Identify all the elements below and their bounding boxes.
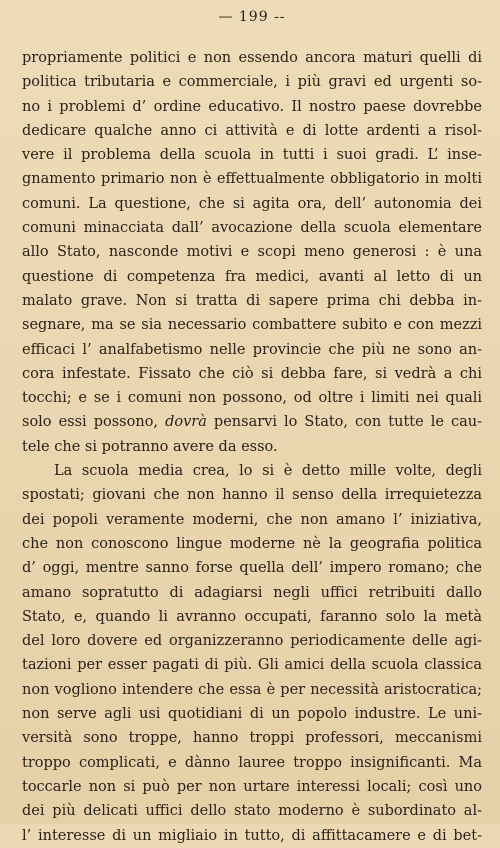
emphasis: dovrà [165, 414, 207, 431]
text-line: comuni minacciata dall’ avocazione della scuola elementare [22, 220, 482, 237]
text-line: allo Stato, nasconde motivi e scopi meno generosi : è una [22, 244, 482, 261]
text-line: vere il problema della scuola in tutti i suoi gradi. L’ inse- [22, 147, 482, 164]
text-line: tocchi; e se i comuni non possono, od oltre i limiti nei quali [22, 390, 482, 407]
text-line: cora infestate. Fissato che ciò si debba fare, si vedrà a chi [22, 365, 482, 382]
text-line: amano sopratutto di adagiarsi negli uffici retribuiti dallo [22, 584, 482, 601]
text-line: versità sono troppe, hanno troppi professori, meccanismi [22, 730, 482, 747]
text-line: non vogliono intendere che essa è per necessità aristocratica; [22, 681, 482, 698]
text-line: segnare, ma se sia necessario combattere subito e con mezzi [22, 317, 482, 334]
text-line: dei popoli veramente moderni, che non amano l’ iniziativa, [22, 511, 482, 528]
text-line: Stato, e, quando li avranno occupati, faranno solo la metà [22, 608, 482, 625]
text-line: l’ interesse di un migliaio in tutto, di affittacamere e di bet- [22, 827, 482, 844]
text-line: d’ oggi, mentre sanno forse quella dell’ impero romano; che [22, 560, 482, 577]
text-line: questione di competenza fra medici, avanti al letto di un [22, 268, 482, 285]
text-line: tazioni per esser pagati di più. Gli amici della scuola classica [22, 657, 482, 674]
paragraph [22, 459, 482, 848]
paragraph [22, 46, 482, 459]
text-body [22, 46, 482, 848]
text-line: toccarle non si può per non urtare interessi locali; così uno [22, 778, 482, 795]
text-line: del loro dovere ed organizzeranno periodicamente delle agi- [22, 633, 482, 650]
text-line: dei più delicati uffici dello stato moderno è subordinato al- [22, 803, 482, 820]
page-number: — 199 -- [218, 9, 286, 25]
text-line: spostati; giovani che non hanno il senso della irrequietezza [22, 487, 482, 504]
text-line: troppo complicati, e dànno lauree troppo insignificanti. Ma [22, 754, 482, 771]
text-line: non serve agli usi quotidiani di un popolo industre. Le uni- [22, 706, 482, 723]
text-line: solo essi possono, dovrà pensarvi lo Stato, con tutte le cau- [22, 414, 482, 431]
text-line: gnamento primario non è effettualmente obbligatorio in molti [22, 171, 482, 188]
text-line: efficaci l’ analfabetismo nelle provincie che più ne sono an- [22, 341, 482, 358]
text-line: tele che si potranno avere da esso. [22, 438, 278, 455]
text-line: comuni. La questione, che si agita ora, dell’ autonomia dei [22, 195, 482, 212]
text-line: che non conoscono lingue moderne nè la geografia politica [22, 535, 482, 552]
text-line: propriamente politici e non essendo ancora maturi quelli di [22, 50, 482, 66]
text-line: malato grave. Non si tratta di sapere prima chi debba in- [22, 292, 482, 309]
text-line: politica tributaria e commerciale, i più gravi ed urgenti so- [22, 74, 482, 91]
text-line: La scuola media crea, lo si è detto mille volte, degli [54, 463, 482, 480]
text-line: dedicare qualche anno ci attività e di lotte ardenti a risol- [22, 122, 482, 139]
text-line: no i problemi d’ ordine educativo. Il nostro paese dovrebbe [22, 98, 482, 115]
